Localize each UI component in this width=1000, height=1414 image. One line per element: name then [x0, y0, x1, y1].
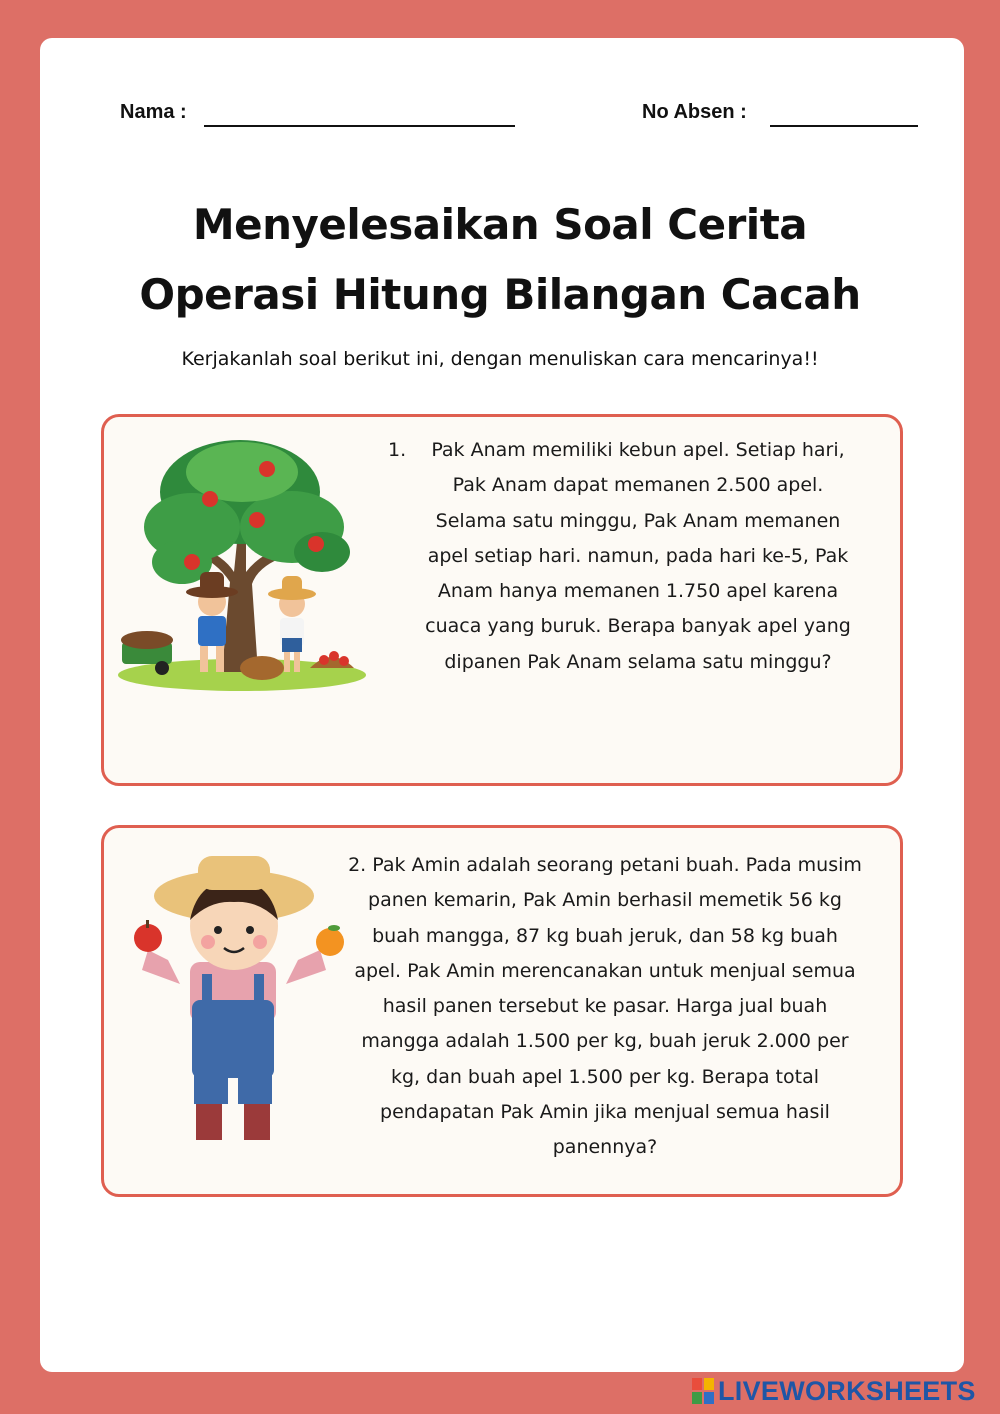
question-2-text: Pak Amin adalah seorang petani buah. Pada musim panen kemarin, Pak Amin berhasil memetik 56 kg buah mangga, 87 kg buah jeruk, dan 58 kg buah apel. Pak Amin merencanakan untuk menjual semua hasil panen tersebut ke pasar. Harga jual buah mangga adalah 1.500 per kg, buah jeruk 2.000 per kg, dan buah apel 1.500 per kg. Berapa total pendapatan Pak Amin jika menjual semua hasil panennya?	[354, 854, 862, 1159]
page-title-line1: Menyelesaikan Soal Cerita	[192, 200, 808, 249]
question-1-number: 1.	[388, 439, 407, 461]
question-2	[346, 848, 864, 1166]
instruction-text: Kerjakanlah soal berikut ini, dengan menuliskan cara mencarinya!!	[181, 348, 819, 370]
absen-label: No Absen :	[642, 101, 747, 123]
apple-tree-children-icon	[112, 432, 372, 694]
name-blank-line[interactable]	[204, 125, 515, 127]
question-1-text: Pak Anam memiliki kebun apel. Setiap hari, Pak Anam dapat memanen 2.500 apel. Selama satu minggu, Pak Anam memanen apel setiap hari. namun, pada hari ke-5, Pak Anam hanya memanen 1.750 apel karena cuaca yang buruk. Berapa banyak apel yang dipanen Pak Anam selama satu minggu?	[425, 439, 851, 673]
name-label: Nama :	[120, 101, 187, 123]
farmer-boy-icon	[128, 850, 350, 1145]
absen-blank-line[interactable]	[770, 125, 918, 127]
question-1	[388, 433, 854, 680]
question-2-number: 2.	[348, 854, 367, 876]
liveworksheets-text: LIVEWORKSHEETS	[718, 1375, 976, 1406]
liveworksheets-brand	[692, 1376, 976, 1406]
page-title-line2: Operasi Hitung Bilangan Cacah	[139, 270, 861, 319]
liveworksheets-logo-icon	[692, 1378, 714, 1404]
